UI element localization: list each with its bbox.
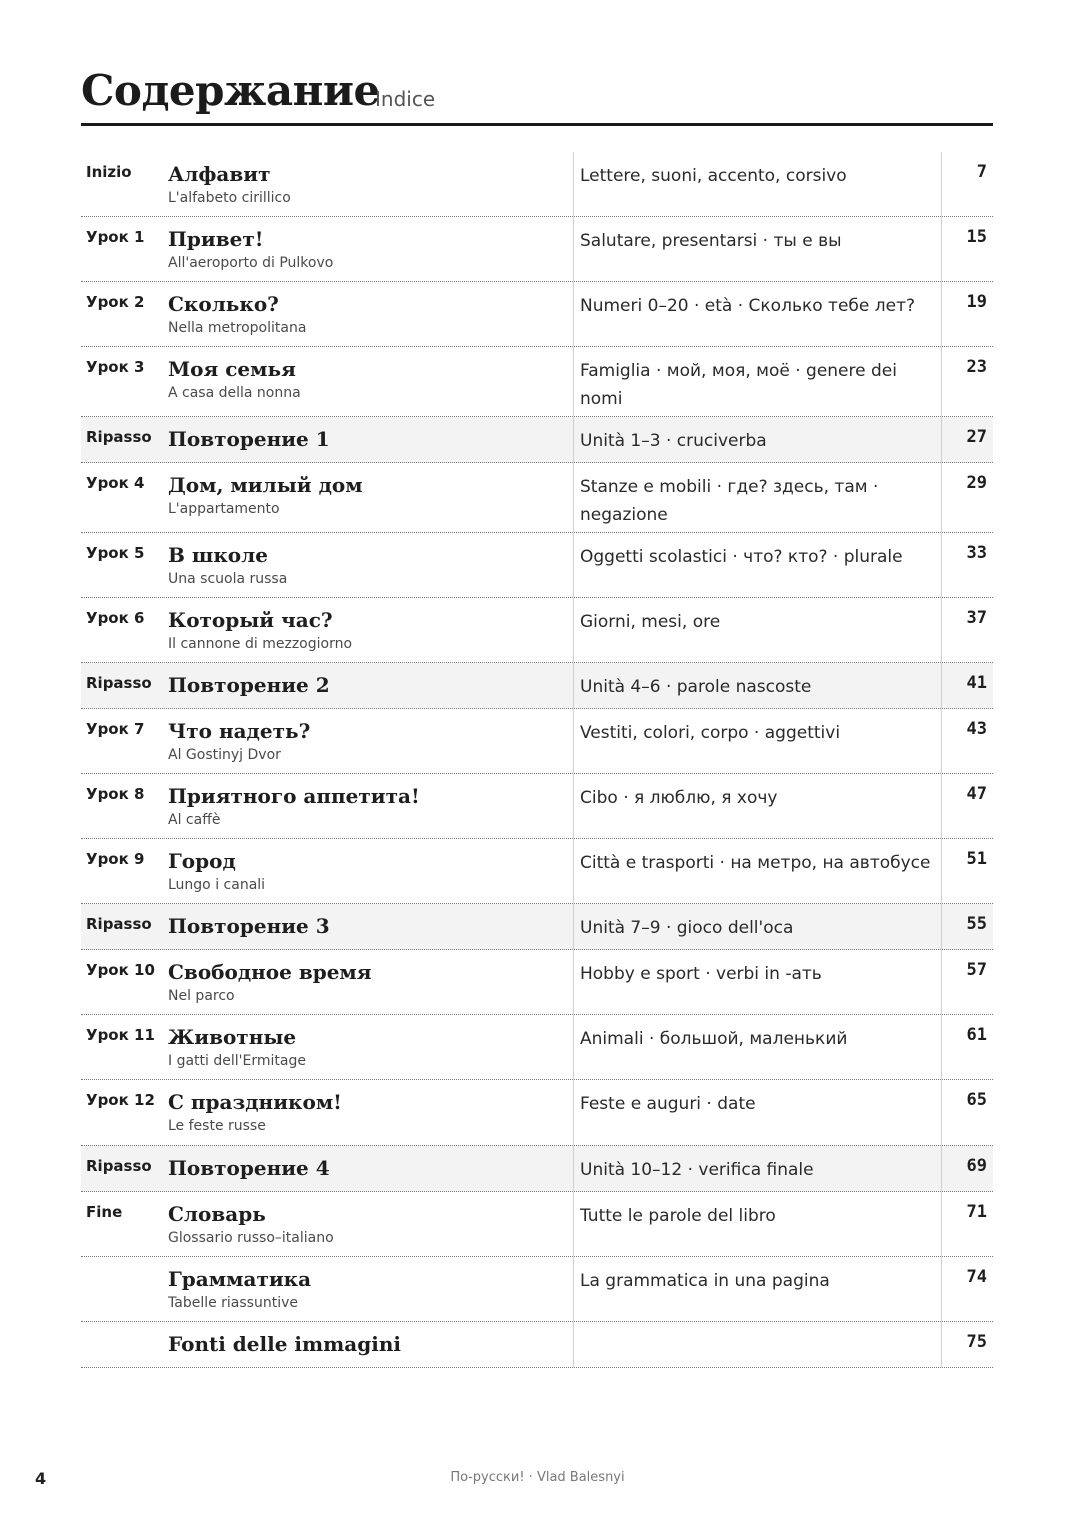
toc-titles (168, 914, 568, 938)
toc-row[interactable] (81, 839, 993, 904)
toc-row[interactable] (81, 347, 993, 417)
toc-titles (168, 608, 568, 652)
toc-topic: Hobby e sport · verbi in -ать (573, 950, 941, 1014)
toc-page-number: 23 (941, 347, 993, 416)
toc-tag: Урок 9 (86, 850, 145, 868)
toc-topic: Unità 10–12 · verifica finale (573, 1146, 941, 1191)
toc-title-russian: Алфавит (168, 162, 271, 186)
toc-topic: Lettere, suoni, accento, corsivo (573, 152, 941, 216)
toc-page-number: 65 (941, 1080, 993, 1145)
toc-row[interactable] (81, 417, 993, 463)
toc-title-russian: Повторение 2 (168, 673, 330, 697)
toc-topic: Famiglia · мой, моя, моё · genere dei nomi (573, 347, 941, 416)
toc-topic (573, 1322, 941, 1367)
toc-topic: Stanze e mobili · где? здесь, там · negazione (573, 463, 941, 532)
toc-title-russian: Грамматика (168, 1267, 312, 1291)
toc-title-russian: Привет! (168, 227, 264, 251)
toc-page-number: 71 (941, 1192, 993, 1256)
toc-subtitle-italian: Il cannone di mezzogiorno (168, 636, 353, 652)
toc-page-number: 61 (941, 1015, 993, 1079)
toc-title-russian: Повторение 1 (168, 427, 330, 451)
toc-topic: Numeri 0–20 · età · Сколько тебе лет? (573, 282, 941, 346)
toc-title-russian: Повторение 4 (168, 1156, 330, 1180)
footer-page-number: 4 (35, 1469, 47, 1488)
toc-topic: Unità 7–9 · gioco dell'oca (573, 904, 941, 949)
toc-title-russian: С праздником! (168, 1090, 342, 1114)
toc-topic: Oggetti scolastici · что? кто? · plurale (573, 533, 941, 597)
table-of-contents (81, 152, 993, 1368)
toc-row[interactable] (81, 217, 993, 282)
toc-titles (168, 162, 568, 206)
toc-page-number: 55 (941, 904, 993, 949)
toc-topic: La grammatica in una pagina (573, 1257, 941, 1321)
toc-page-number: 27 (941, 417, 993, 462)
toc-subtitle-italian: Al Gostinyj Dvor (168, 747, 281, 763)
toc-topic: Unità 4–6 · parole nascoste (573, 663, 941, 708)
toc-titles (168, 543, 568, 587)
toc-page-number: 37 (941, 598, 993, 662)
toc-subtitle-italian: Glossario russo–italiano (168, 1230, 334, 1246)
toc-subtitle-italian: Tabelle riassuntive (168, 1295, 298, 1311)
toc-topic: Tutte le parole del libro (573, 1192, 941, 1256)
toc-title-russian: Fonti delle immagini (168, 1332, 401, 1356)
toc-subtitle-italian: Una scuola russa (168, 571, 288, 587)
page-title: Содержание (81, 66, 380, 115)
toc-subtitle-italian: Al caffè (168, 812, 221, 828)
toc-row[interactable] (81, 1146, 993, 1192)
toc-page-number: 33 (941, 533, 993, 597)
toc-topic: Unità 1–3 · cruciverba (573, 417, 941, 462)
toc-title-russian: Животные (168, 1025, 297, 1049)
toc-titles (168, 1332, 568, 1356)
toc-row[interactable] (81, 152, 993, 217)
toc-titles (168, 357, 568, 401)
toc-tag: Урок 7 (86, 720, 145, 738)
toc-row[interactable] (81, 709, 993, 774)
toc-titles (168, 719, 568, 763)
toc-page-number: 41 (941, 663, 993, 708)
toc-subtitle-italian: Le feste russe (168, 1118, 266, 1134)
toc-title-russian: Который час? (168, 608, 333, 632)
toc-page-number: 29 (941, 463, 993, 532)
toc-titles (168, 292, 568, 336)
toc-row[interactable] (81, 1192, 993, 1257)
toc-tag: Урок 1 (86, 228, 145, 246)
toc-titles (168, 427, 568, 451)
toc-title-russian: Сколько? (168, 292, 279, 316)
toc-row[interactable] (81, 1257, 993, 1322)
toc-subtitle-italian: A casa della nonna (168, 385, 301, 401)
toc-title-russian: Свободное время (168, 960, 372, 984)
toc-page-number: 47 (941, 774, 993, 838)
toc-subtitle-italian: All'aeroporto di Pulkovo (168, 255, 334, 271)
toc-page-number: 75 (941, 1322, 993, 1367)
toc-tag: Ripasso (86, 915, 152, 933)
toc-row[interactable] (81, 1080, 993, 1146)
toc-row[interactable] (81, 463, 993, 533)
toc-row[interactable] (81, 904, 993, 950)
toc-title-russian: Моя семья (168, 357, 296, 381)
toc-tag: Урок 11 (86, 1026, 155, 1044)
toc-tag: Ripasso (86, 674, 152, 692)
toc-tag: Fine (86, 1203, 123, 1221)
toc-tag: Урок 12 (86, 1091, 155, 1109)
toc-title-russian: Повторение 3 (168, 914, 330, 938)
toc-row[interactable] (81, 598, 993, 663)
toc-subtitle-italian: L'alfabeto cirillico (168, 190, 291, 206)
toc-titles (168, 784, 568, 828)
toc-tag: Урок 6 (86, 609, 145, 627)
toc-tag: Урок 2 (86, 293, 145, 311)
toc-row[interactable] (81, 1322, 993, 1368)
toc-row[interactable] (81, 774, 993, 839)
toc-titles (168, 673, 568, 697)
toc-titles (168, 1090, 568, 1134)
toc-tag: Inizio (86, 163, 132, 181)
toc-row[interactable] (81, 533, 993, 598)
toc-title-russian: Что надеть? (168, 719, 311, 743)
toc-page-number: 57 (941, 950, 993, 1014)
toc-titles (168, 960, 568, 1004)
toc-subtitle-italian: Lungo i canali (168, 877, 266, 893)
toc-page-number: 43 (941, 709, 993, 773)
toc-tag: Урок 10 (86, 961, 155, 979)
toc-topic: Giorni, mesi, ore (573, 598, 941, 662)
toc-tag: Урок 8 (86, 785, 145, 803)
toc-subtitle-italian: I gatti dell'Ermitage (168, 1053, 306, 1069)
toc-title-russian: Город (168, 849, 236, 873)
toc-tag: Ripasso (86, 428, 152, 446)
toc-page-number: 7 (941, 152, 993, 216)
toc-row[interactable] (81, 1015, 993, 1080)
toc-subtitle-italian: Nella metropolitana (168, 320, 307, 336)
toc-row[interactable] (81, 282, 993, 347)
toc-titles (168, 1202, 568, 1246)
toc-title-russian: Приятного аппетита! (168, 784, 420, 808)
toc-page-number: 19 (941, 282, 993, 346)
toc-tag: Урок 3 (86, 358, 145, 376)
toc-title-russian: Словарь (168, 1202, 266, 1226)
toc-title-russian: В школе (168, 543, 268, 567)
page-subtitle: Indice (375, 87, 436, 111)
toc-titles (168, 1156, 568, 1180)
toc-tag: Ripasso (86, 1157, 152, 1175)
toc-topic: Salutare, presentarsi · ты e вы (573, 217, 941, 281)
toc-page-number: 51 (941, 839, 993, 903)
toc-titles (168, 1267, 568, 1311)
toc-subtitle-italian: L'appartamento (168, 501, 280, 517)
toc-titles (168, 849, 568, 893)
toc-row[interactable] (81, 950, 993, 1015)
page-header (81, 64, 993, 126)
toc-titles (168, 1025, 568, 1069)
toc-tag: Урок 5 (86, 544, 145, 562)
toc-title-russian: Дом, милый дом (168, 473, 363, 497)
toc-subtitle-italian: Nel parco (168, 988, 235, 1004)
toc-topic: Vestiti, colori, corpo · aggettivi (573, 709, 941, 773)
footer-credit: По-русски! · Vlad Balesnyi (450, 1470, 625, 1485)
toc-page-number: 74 (941, 1257, 993, 1321)
toc-topic: Città e trasporti · на метро, на автобусе (573, 839, 941, 903)
toc-titles (168, 227, 568, 271)
toc-topic: Animali · большой, маленький (573, 1015, 941, 1079)
toc-topic: Cibo · я люблю, я хочу (573, 774, 941, 838)
toc-titles (168, 473, 568, 517)
toc-page-number: 69 (941, 1146, 993, 1191)
toc-row[interactable] (81, 663, 993, 709)
toc-topic: Feste e auguri · date (573, 1080, 941, 1145)
toc-page-number: 15 (941, 217, 993, 281)
toc-tag: Урок 4 (86, 474, 145, 492)
